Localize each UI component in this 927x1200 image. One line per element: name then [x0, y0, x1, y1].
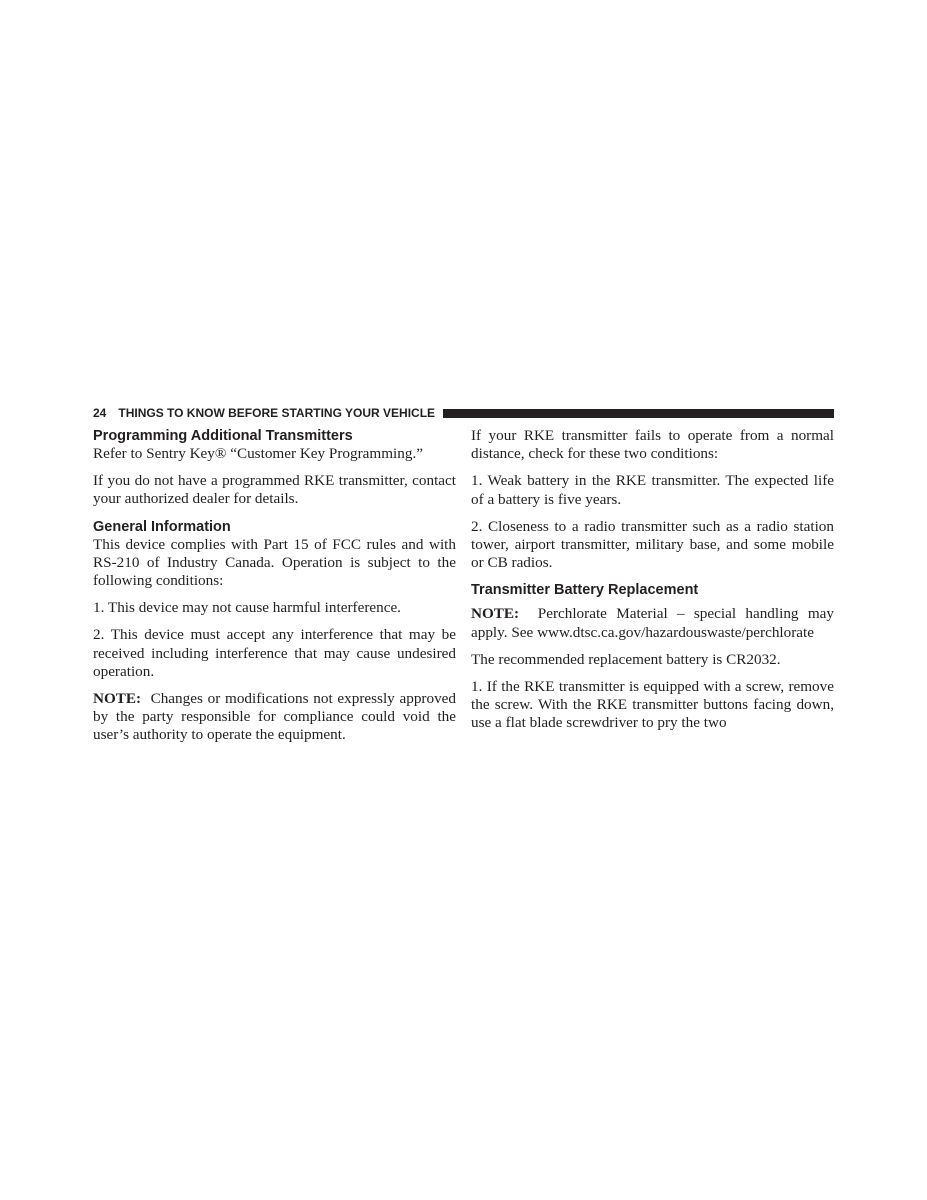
paragraph-transmitter-fails: If your RKE transmitter fails to operate from a normal distance, check for these two conditions:	[471, 427, 834, 463]
paragraph-replacement-battery: The recommended replacement battery is CR2032.	[471, 650, 781, 668]
paragraph-radio-closeness: 2. Closeness to a radio transmitter such as a radio station tower, airport transmitter, military base, and some mobile or CB radios.	[471, 517, 834, 572]
left-column	[93, 427, 456, 754]
header-rule	[443, 409, 834, 418]
page-number: 24	[93, 406, 107, 420]
paragraph-weak-battery: 1. Weak battery in the RKE transmitter. The expected life of a battery is five years.	[471, 472, 834, 508]
heading-programming-additional-transmitters: Programming Additional Transmitters	[93, 428, 353, 444]
note-label: NOTE:	[93, 690, 142, 708]
note-text: Perchlorate Material – special handling may apply. See www.dtsc.ca.gov/hazardouswaste/perchlorate	[471, 605, 834, 641]
running-header	[93, 405, 834, 421]
note-label: NOTE:	[471, 605, 520, 623]
paragraph-remove-screw-step: 1. If the RKE transmitter is equipped with a screw, remove the screw. With the RKE transmitter buttons facing down, use a flat blade screwdriver to pry the two	[471, 678, 834, 732]
right-column	[471, 427, 834, 742]
heading-general-information: General Information	[93, 518, 231, 535]
paragraph-condition-2: 2. This device must accept any interference that may be received including interference that may cause undesired operation.	[93, 626, 456, 680]
section-title: THINGS TO KNOW BEFORE STARTING YOUR VEHICLE	[118, 406, 436, 420]
paragraph-no-programmed-transmitter: If you do not have a programmed RKE transmitter, contact your authorized dealer for details.	[93, 472, 456, 508]
paragraph-fcc-compliance: This device complies with Part 15 of FCC rules and with RS-210 of Industry Canada. Operation is subject to the following conditions:	[93, 535, 456, 590]
note-paragraph-modifications	[93, 690, 456, 745]
note-text: Changes or modifications not expressly approved by the party responsible for compliance could void the user’s authority to operate the equipment.	[93, 690, 456, 744]
paragraph-condition-1: 1. This device may not cause harmful interference.	[93, 599, 401, 617]
heading-transmitter-battery-replacement: Transmitter Battery Replacement	[471, 582, 699, 599]
note-paragraph-perchlorate	[471, 605, 834, 641]
paragraph-sentry-key-reference: Refer to Sentry Key® “Customer Key Programming.”	[93, 445, 423, 462]
